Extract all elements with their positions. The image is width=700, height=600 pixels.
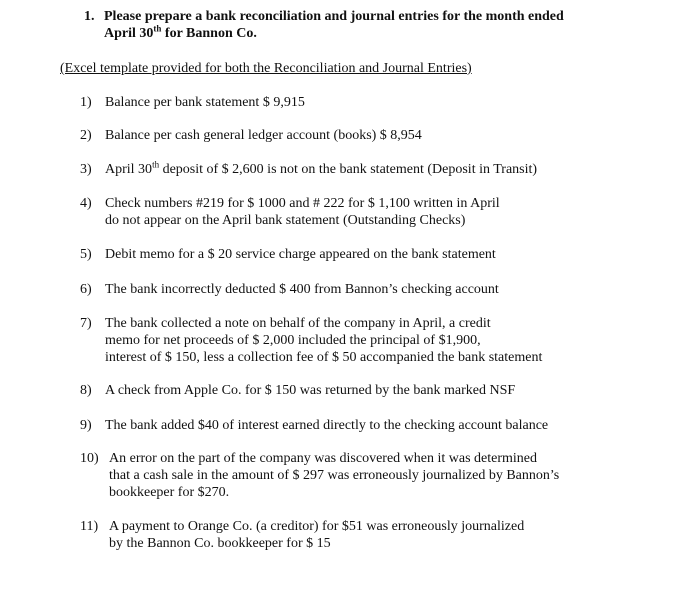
- item-text: Balance per cash general ledger account (books) $ 8,954: [105, 128, 422, 143]
- item-number: 9): [80, 418, 92, 433]
- item-number: 4): [80, 196, 92, 211]
- problem-number: 1.: [84, 9, 95, 24]
- item-text: The bank incorrectly deducted $ 400 from Bannon’s checking account: [105, 282, 499, 297]
- item-text: The bank collected a note on behalf of the company in April, a credit memo for net proceeds of $ 2,000 included the principal of $1,900, interest of $ 150, less a collection fee of $ 50 accompanied the bank statement: [105, 316, 543, 365]
- item-number: 2): [80, 128, 92, 143]
- template-note: (Excel template provided for both the Reconciliation and Journal Entries): [60, 61, 472, 76]
- list-item-11: [80, 518, 640, 552]
- problem-title: [84, 8, 644, 42]
- list-item-3: [80, 161, 640, 178]
- item-number: 1): [80, 95, 92, 110]
- item-number: 10): [80, 451, 99, 466]
- title-line-1: Please prepare a bank reconciliation and journal entries for the month ended: [104, 9, 564, 24]
- list-item-8: [80, 382, 640, 399]
- item-text: The bank added $40 of interest earned directly to the checking account balance: [105, 418, 549, 433]
- item-text: Balance per bank statement $ 9,915: [105, 95, 305, 110]
- list-item-9: [80, 417, 640, 434]
- list-item-10: [80, 450, 640, 501]
- item-number: 5): [80, 247, 92, 262]
- item-text: April 30th deposit of $ 2,600 is not on the bank statement (Deposit in Transit): [105, 159, 538, 177]
- item-text: A payment to Orange Co. (a creditor) for $51 was erroneously journalized by the Bannon Co. bookkeeper for $ 15: [109, 519, 525, 551]
- list-item-1: [80, 94, 640, 111]
- item-number: 6): [80, 282, 92, 297]
- item-number: 8): [80, 383, 92, 398]
- item-text: An error on the part of the company was discovered when it was determined that a cash sale in the amount of $ 297 was erroneously journalized by Bannon’s bookkeeper for $270.: [109, 451, 560, 500]
- item-number: 3): [80, 162, 92, 177]
- item-number: 7): [80, 316, 92, 331]
- list-item-4: [80, 195, 640, 229]
- list-item-7: [80, 315, 640, 366]
- title-line-2: April 30th for Bannon Co.: [104, 23, 257, 41]
- item-text: Debit memo for a $ 20 service charge appeared on the bank statement: [105, 247, 496, 262]
- list-item-5: [80, 246, 640, 263]
- list-item-6: [80, 281, 640, 298]
- list-item-2: [80, 127, 640, 144]
- item-number: 11): [80, 519, 99, 534]
- item-text: A check from Apple Co. for $ 150 was returned by the bank marked NSF: [105, 383, 516, 398]
- item-text: Check numbers #219 for $ 1000 and # 222 for $ 1,100 written in April do not appear on the April bank statement (Outstanding Checks): [105, 196, 500, 228]
